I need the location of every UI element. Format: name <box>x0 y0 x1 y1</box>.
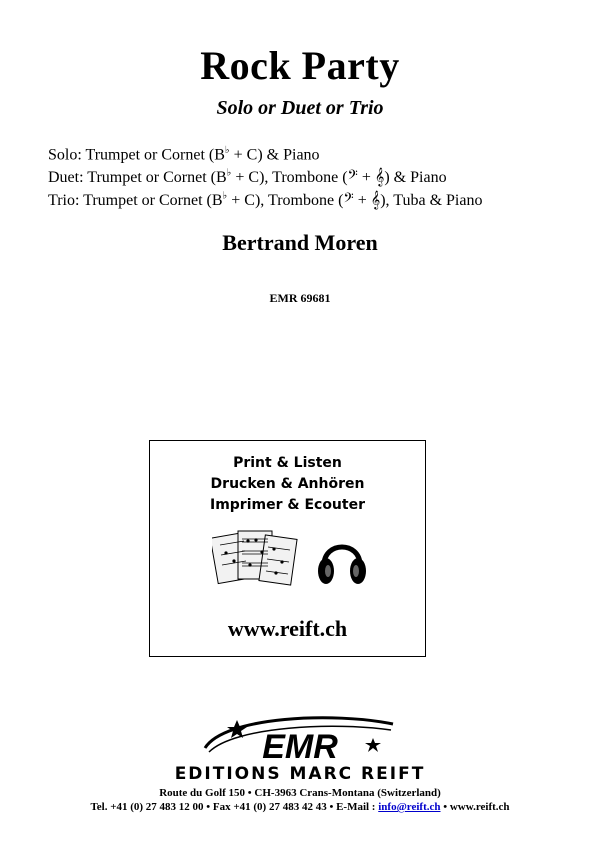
contact-suffix: • www.reift.ch <box>440 801 510 813</box>
subtitle: Solo or Duet or Trio <box>216 97 384 119</box>
plus-sign: + <box>353 192 371 209</box>
flat-sign: ♭ <box>224 145 230 156</box>
flat-sign: ♭ <box>222 190 228 202</box>
publisher-name: EDITIONS MARC REIFT <box>174 764 426 784</box>
trio-suffix: Tuba & Piano <box>389 192 483 209</box>
flat-sign: ♭ <box>226 167 232 179</box>
trio-close: ), <box>380 192 390 209</box>
contact-prefix: Tel. +41 (0) 27 483 12 00 • Fax +41 (0) 27 483 42 43 • E-Mail : <box>90 801 379 813</box>
duet-middle: + C), <box>231 169 269 186</box>
bass-clef-icon: 𝄢 <box>343 190 354 209</box>
sheet-music-icon <box>212 527 300 595</box>
trio-trombone: Trombone ( <box>264 192 344 209</box>
emr-logo <box>195 714 405 764</box>
duet-prefix: Duet: Trumpet or Cornet (B <box>48 169 227 186</box>
solo-suffix: & Piano <box>262 146 320 164</box>
plus-sign: + <box>357 169 375 186</box>
instrumentation-solo <box>48 145 320 164</box>
email-link[interactable]: info@reift.ch <box>378 801 441 813</box>
solo-prefix: Solo: Trumpet or Cornet (B <box>48 146 225 164</box>
promo-line-french: Imprimer & Ecouter <box>209 497 365 513</box>
trio-middle: + C), <box>227 192 265 209</box>
publisher-contact <box>0 801 600 813</box>
promo-line-german: Drucken & Anhören <box>210 476 365 492</box>
logo-text: EMR <box>262 728 338 764</box>
treble-clef-icon: 𝄞 <box>370 190 381 209</box>
trio-prefix: Trio: Trumpet or Cornet (B <box>48 192 223 209</box>
page-title: Rock Party <box>200 43 400 88</box>
headphones-icon <box>316 531 368 589</box>
solo-middle: + C) <box>229 146 263 164</box>
treble-clef-icon: 𝄞 <box>374 167 385 186</box>
publisher-address: Route du Golf 150 • CH-3963 Crans-Montana (Switzerland) <box>159 787 441 799</box>
promo-line-english: Print & Listen <box>233 455 342 471</box>
duet-trombone: Trombone ( <box>268 169 348 186</box>
composer-name: Bertrand Moren <box>222 230 378 255</box>
instrumentation-duet <box>48 167 447 187</box>
bass-clef-icon: 𝄢 <box>347 167 358 186</box>
catalog-number: EMR 69681 <box>269 291 331 305</box>
duet-suffix: & Piano <box>389 169 447 186</box>
website-url[interactable]: www.reift.ch <box>227 616 348 641</box>
duet-close: ) <box>384 169 390 186</box>
print-listen-box <box>149 440 426 657</box>
instrumentation-trio <box>48 190 482 210</box>
